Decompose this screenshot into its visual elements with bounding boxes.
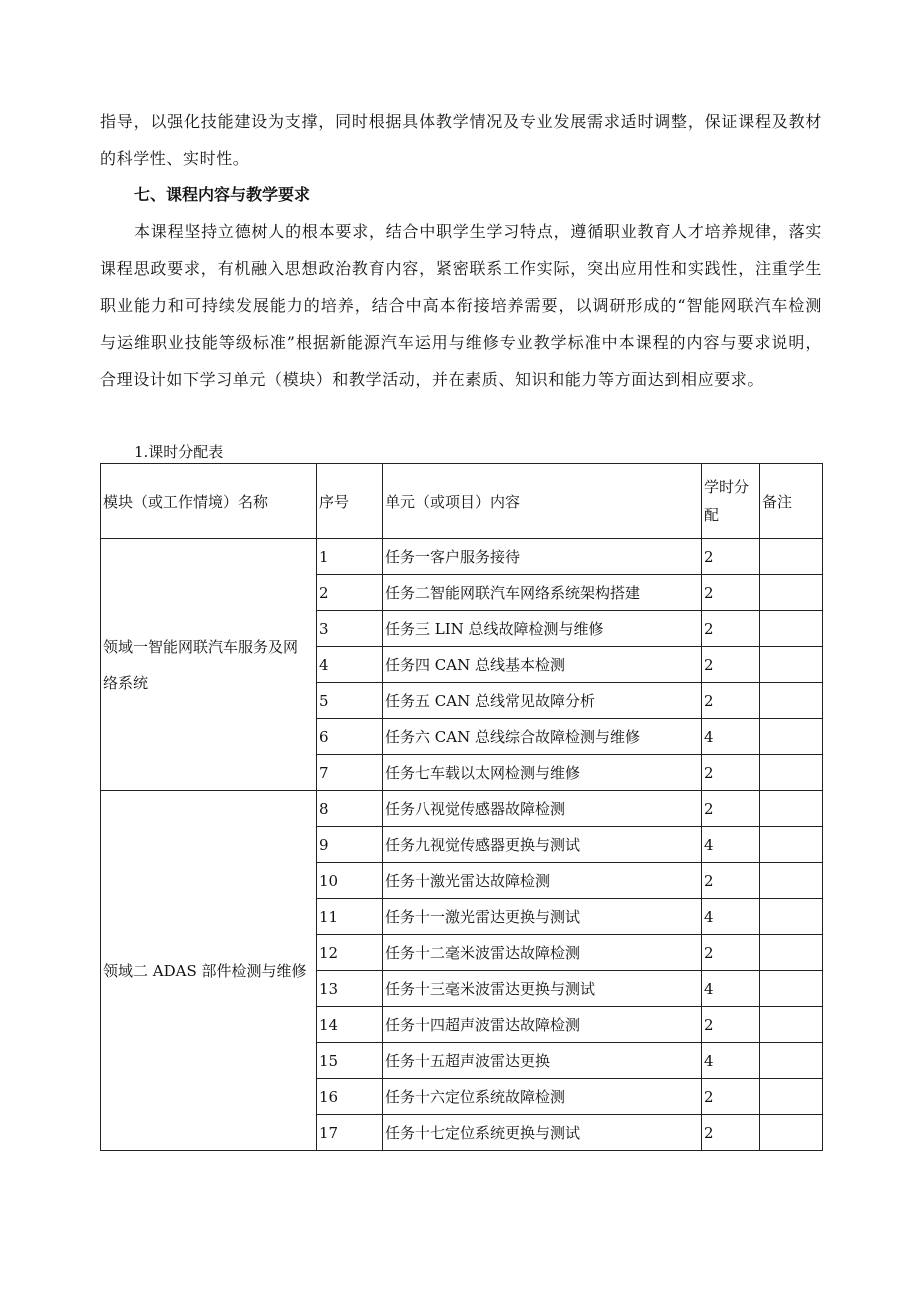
seq-cell: 15 [317,1043,383,1079]
notes-cell [760,611,823,647]
unit-cell: 任务六 CAN 总线综合故障检测与维修 [383,719,702,755]
notes-cell [760,827,823,863]
seq-cell: 9 [317,827,383,863]
hours-cell: 2 [702,1079,760,1115]
hours-cell: 4 [702,1043,760,1079]
notes-cell [760,683,823,719]
hours-cell: 2 [702,647,760,683]
module-name-cell: 领域二 ADAS 部件检测与维修 [101,791,317,1151]
notes-cell [760,1079,823,1115]
notes-cell [760,539,823,575]
hours-cell: 2 [702,1115,760,1151]
notes-cell [760,755,823,791]
seq-cell: 3 [317,611,383,647]
hours-cell: 2 [702,1007,760,1043]
notes-cell [760,791,823,827]
hours-cell: 2 [702,683,760,719]
notes-cell [760,863,823,899]
seq-cell: 17 [317,1115,383,1151]
unit-cell: 任务五 CAN 总线常见故障分析 [383,683,702,719]
unit-cell: 任务七车载以太网检测与维修 [383,755,702,791]
hours-cell: 4 [702,719,760,755]
seq-cell: 14 [317,1007,383,1043]
header-seq: 序号 [317,464,383,539]
hours-cell: 4 [702,971,760,1007]
notes-cell [760,1115,823,1151]
unit-cell: 任务十二毫米波雷达故障检测 [383,935,702,971]
table-row [101,539,823,575]
table-header-row [101,464,823,539]
hours-cell: 2 [702,575,760,611]
hours-allocation-table [100,463,823,1151]
unit-cell: 任务三 LIN 总线故障检测与维修 [383,611,702,647]
intro-paragraph: 指导，以强化技能建设为支撑，同时根据具体教学情况及专业发展需求适时调整，保证课程及教材的科学性、实时性。 [100,112,822,168]
unit-cell: 任务九视觉传感器更换与测试 [383,827,702,863]
section-heading: 七、课程内容与教学要求 [134,185,311,204]
seq-cell: 4 [317,647,383,683]
seq-cell: 6 [317,719,383,755]
unit-cell: 任务一客户服务接待 [383,539,702,575]
unit-cell: 任务八视觉传感器故障检测 [383,791,702,827]
seq-cell: 7 [317,755,383,791]
seq-cell: 10 [317,863,383,899]
notes-cell [760,575,823,611]
notes-cell [760,1043,823,1079]
hours-cell: 2 [702,863,760,899]
seq-cell: 16 [317,1079,383,1115]
unit-cell: 任务十激光雷达故障检测 [383,863,702,899]
seq-cell: 13 [317,971,383,1007]
module-name-cell: 领域一智能网联汽车服务及网络系统 [101,539,317,791]
hours-cell: 2 [702,539,760,575]
unit-cell: 任务十三毫米波雷达更换与测试 [383,971,702,1007]
seq-cell: 8 [317,791,383,827]
seq-cell: 2 [317,575,383,611]
hours-cell: 2 [702,611,760,647]
notes-cell [760,899,823,935]
unit-cell: 任务十五超声波雷达更换 [383,1043,702,1079]
table-caption: 1.课时分配表 [134,443,224,461]
header-notes: 备注 [760,464,823,539]
hours-cell: 4 [702,899,760,935]
unit-cell: 任务十七定位系统更换与测试 [383,1115,702,1151]
hours-cell: 2 [702,791,760,827]
notes-cell [760,1007,823,1043]
table-row [101,791,823,827]
seq-cell: 11 [317,899,383,935]
notes-cell [760,647,823,683]
header-hours: 学时分配 [702,464,760,539]
notes-cell [760,971,823,1007]
unit-cell: 任务二智能网联汽车网络系统架构搭建 [383,575,702,611]
seq-cell: 1 [317,539,383,575]
hours-cell: 2 [702,935,760,971]
seq-cell: 12 [317,935,383,971]
unit-cell: 任务十六定位系统故障检测 [383,1079,702,1115]
header-unit: 单元（或项目）内容 [383,464,702,539]
hours-cell: 2 [702,755,760,791]
seq-cell: 5 [317,683,383,719]
notes-cell [760,935,823,971]
unit-cell: 任务十四超声波雷达故障检测 [383,1007,702,1043]
hours-cell: 4 [702,827,760,863]
notes-cell [760,719,823,755]
header-module: 模块（或工作情境）名称 [101,464,317,539]
body-paragraph: 本课程坚持立德树人的根本要求，结合中职学生学习特点，遵循职业教育人才培养规律，落实课程思政要求，有机融入思想政治教育内容，紧密联系工作实际，突出应用性和实践性，注重学生职业能力和可持续发展能力的培养，结合中高本衔接培养需要，以调研形成的“智能网联汽车检测与运维职业技能等级标准”根据新能源汽车运用与维修专业教学标准中本课程的内容与要求说明，合理设计如下学习单元（模块）和教学活动，并在素质、知识和能力等方面达到相应要求。 [100,222,822,389]
unit-cell: 任务十一激光雷达更换与测试 [383,899,702,935]
unit-cell: 任务四 CAN 总线基本检测 [383,647,702,683]
